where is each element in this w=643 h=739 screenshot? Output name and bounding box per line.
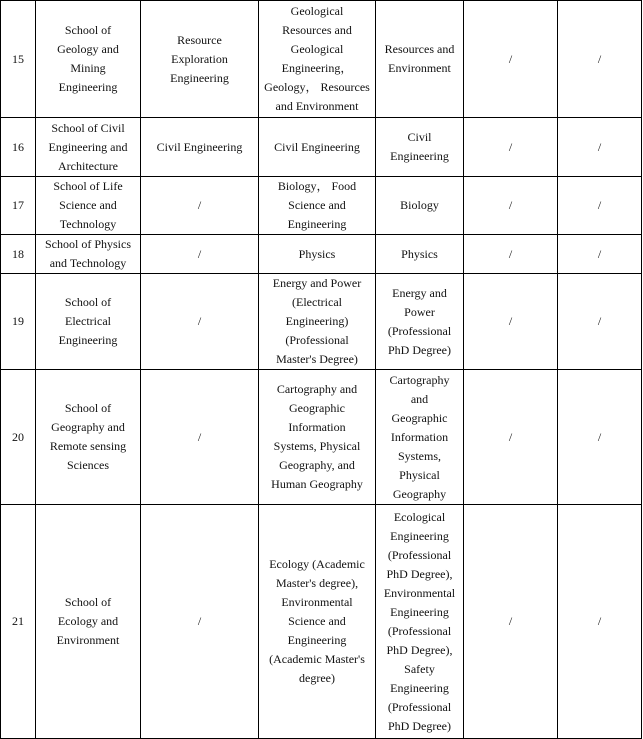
cell-text-line: Environmental [383, 585, 456, 600]
cell-text-line: Science and [288, 614, 346, 628]
cell-text-line: Remote sensing [49, 439, 127, 453]
cell-text-line: Architecture [58, 158, 118, 173]
cell-text-line: Engineering [390, 149, 449, 163]
cell-text-line: degree) [299, 671, 335, 685]
cell-col3 [141, 177, 259, 235]
cell-text-line: Power [404, 304, 435, 319]
cell-text-line: Environmental [281, 595, 353, 609]
cell-col4 [259, 235, 376, 274]
cell-col5 [376, 274, 464, 370]
table-row [1, 505, 642, 739]
cell-text-line: 18 [12, 246, 24, 261]
cell-school [36, 1, 141, 118]
cell-number [1, 177, 36, 235]
cell-text-line: Physics [298, 246, 336, 261]
cell-col7 [558, 1, 642, 118]
cell-text-line: 15 [12, 51, 24, 66]
cell-text-line: Master's degree), [275, 576, 359, 590]
cell-text-line: Engineering [390, 528, 449, 543]
cell-col6 [464, 505, 558, 739]
cell-text-line: / [508, 314, 513, 328]
cell-col4 [259, 505, 376, 739]
cell-school [36, 505, 141, 739]
cell-text-line: School of [64, 295, 112, 309]
cell-text-line: Engineering [170, 70, 229, 85]
table-row [1, 370, 642, 505]
cell-text-line: Engineering and [48, 139, 128, 154]
cell-text-line: Geography, and [279, 458, 355, 472]
cell-text-line: Physical [399, 467, 440, 482]
cell-text-line: Engineering) [285, 314, 349, 328]
cell-text-line: (Professional [387, 623, 452, 638]
cell-col5 [376, 1, 464, 118]
cell-col3 [141, 370, 259, 505]
cell-text-line: Mining [70, 61, 106, 75]
cell-text-line: / [597, 246, 602, 261]
cell-number [1, 505, 36, 739]
cell-text-line: School of [64, 595, 112, 609]
cell-text-line: Master's Degree) [276, 352, 358, 366]
cell-text-line: Environment [388, 61, 451, 75]
cell-text-line: 17 [12, 198, 24, 212]
cell-number [1, 235, 36, 274]
cell-text-line: Systems, [397, 448, 441, 463]
cell-col6 [464, 118, 558, 177]
cell-text-line: (Professional [285, 333, 349, 347]
cell-text-line: and [410, 391, 429, 406]
cell-text-line: Electrical [65, 314, 111, 328]
cell-number [1, 370, 36, 505]
cell-text-line: Exploration [171, 51, 228, 66]
cell-text-line: Engineering [58, 333, 118, 347]
cell-text-line: / [197, 429, 202, 444]
cell-col6 [464, 235, 558, 274]
cell-text-line: Energy and Power [272, 276, 362, 290]
cell-school [36, 274, 141, 370]
cell-text-line: Ecology (Academic [269, 557, 365, 571]
table-row [1, 274, 642, 370]
cell-school [36, 177, 141, 235]
cell-text-line: / [597, 51, 602, 66]
table-row [1, 1, 642, 118]
cell-col6 [464, 274, 558, 370]
cell-text-line: Ecological [393, 509, 446, 524]
cell-text-line: 20 [12, 429, 24, 444]
table-row [1, 177, 642, 235]
cell-text-line: Cartography [389, 372, 450, 387]
table-body [1, 1, 642, 739]
cell-text-line: Resources and [282, 23, 352, 37]
cell-col5 [376, 235, 464, 274]
cell-text-line: 21 [12, 614, 24, 628]
table-row [1, 235, 642, 274]
cell-text-line: PhD Degree) [388, 718, 451, 733]
cell-text-line: Geography [392, 486, 447, 501]
cell-text-line: Biology， Food [277, 179, 357, 193]
cell-text-line: / [597, 139, 602, 154]
cell-text-line: Civil Engineering [274, 139, 360, 154]
cell-text-line: Cartography and [276, 382, 358, 396]
cell-col5 [376, 177, 464, 235]
cell-col7 [558, 370, 642, 505]
cell-text-line: and Environment [275, 99, 359, 113]
cell-text-line: Sciences [67, 458, 109, 472]
cell-number [1, 1, 36, 118]
cell-col7 [558, 235, 642, 274]
cell-text-line: / [597, 314, 602, 328]
cell-text-line: Resources and [384, 42, 455, 56]
cell-col5 [376, 505, 464, 739]
cell-text-line: Human Geography [271, 477, 363, 491]
cell-text-line: Engineering [287, 633, 347, 647]
cell-text-line: Information [288, 420, 346, 434]
cell-text-line: Information [390, 429, 449, 444]
cell-text-line: Physics [401, 246, 438, 261]
cell-col4 [259, 1, 376, 118]
cell-text-line: Science and [59, 198, 117, 212]
cell-text-line: School of [64, 401, 112, 415]
cell-text-line: Engineering [58, 80, 118, 94]
cell-text-line: School of Civil [51, 120, 125, 135]
cell-text-line: Geological [290, 4, 344, 18]
cell-text-line: Ecology and [57, 614, 119, 628]
cell-text-line: Systems, Physical [273, 439, 361, 453]
cell-col6 [464, 1, 558, 118]
cell-col6 [464, 177, 558, 235]
cell-text-line: Geology and [57, 42, 119, 56]
cell-text-line: 16 [12, 139, 24, 154]
cell-number [1, 118, 36, 177]
cell-text-line: / [597, 198, 602, 212]
cell-col7 [558, 177, 642, 235]
cell-text-line: / [508, 139, 513, 154]
cell-text-line: and Technology [49, 256, 127, 270]
cell-col3 [141, 1, 259, 118]
cell-text-line: / [197, 614, 202, 628]
cell-text-line: School of [64, 23, 112, 37]
cell-text-line: Geology， Resources [264, 80, 370, 94]
cell-text-line: Geographic [391, 410, 448, 425]
cell-col7 [558, 505, 642, 739]
cell-text-line: Engineering [390, 604, 449, 619]
cell-text-line: PhD Degree), [386, 642, 453, 657]
cell-text-line: Energy and [392, 285, 447, 300]
cell-school [36, 118, 141, 177]
cell-text-line: / [508, 246, 513, 261]
cell-text-line: (Academic Master's [269, 652, 365, 666]
cell-col4 [259, 274, 376, 370]
cell-text-line: Environment [56, 633, 120, 647]
cell-text-line: (Professional [387, 547, 452, 562]
cell-text-line: PhD Degree), [386, 566, 453, 581]
cell-text-line: / [597, 429, 602, 444]
cell-text-line: (Professional [387, 323, 452, 338]
cell-text-line: Technology [59, 217, 117, 231]
cell-text-line: School of Physics [44, 237, 131, 251]
cell-col4 [259, 118, 376, 177]
cell-text-line: Geographic [289, 401, 345, 415]
cell-text-line: Safety [404, 661, 435, 676]
cell-col3 [141, 235, 259, 274]
cell-text-line: / [597, 614, 602, 628]
cell-text-line: Geological [290, 42, 344, 56]
cell-school [36, 370, 141, 505]
cell-text-line: Biology [400, 198, 439, 212]
cell-text-line: / [197, 314, 202, 328]
cell-text-line: / [508, 198, 513, 212]
cell-col6 [464, 370, 558, 505]
cell-col5 [376, 118, 464, 177]
cell-text-line: / [508, 429, 513, 444]
cell-text-line: / [197, 198, 202, 212]
cell-text-line: School of Life [53, 179, 123, 193]
cell-text-line: Civil [407, 130, 432, 144]
cell-text-line: / [197, 246, 202, 261]
cell-text-line: Resource [177, 32, 222, 47]
cell-col5 [376, 370, 464, 505]
cell-text-line: (Professional [387, 699, 452, 714]
cell-text-line: (Electrical [292, 295, 342, 309]
cell-col7 [558, 274, 642, 370]
cell-text-line: / [508, 51, 513, 66]
cell-text-line: / [508, 614, 513, 628]
cell-text-line: Engineering， [281, 61, 353, 75]
cell-col3 [141, 118, 259, 177]
cell-text-line: 19 [12, 314, 24, 328]
cell-text-line: Engineering [390, 680, 449, 695]
cell-text-line: Science and [288, 198, 346, 212]
table-row [1, 118, 642, 177]
cell-text-line: PhD Degree) [388, 342, 451, 357]
cell-col7 [558, 118, 642, 177]
cell-school [36, 235, 141, 274]
cell-col3 [141, 505, 259, 739]
cell-col3 [141, 274, 259, 370]
cell-text-line: Geography and [51, 420, 125, 434]
cell-col4 [259, 177, 376, 235]
cell-text-line: Engineering [287, 217, 347, 231]
cell-col4 [259, 370, 376, 505]
cell-text-line: Civil Engineering [156, 139, 243, 154]
cell-number [1, 274, 36, 370]
